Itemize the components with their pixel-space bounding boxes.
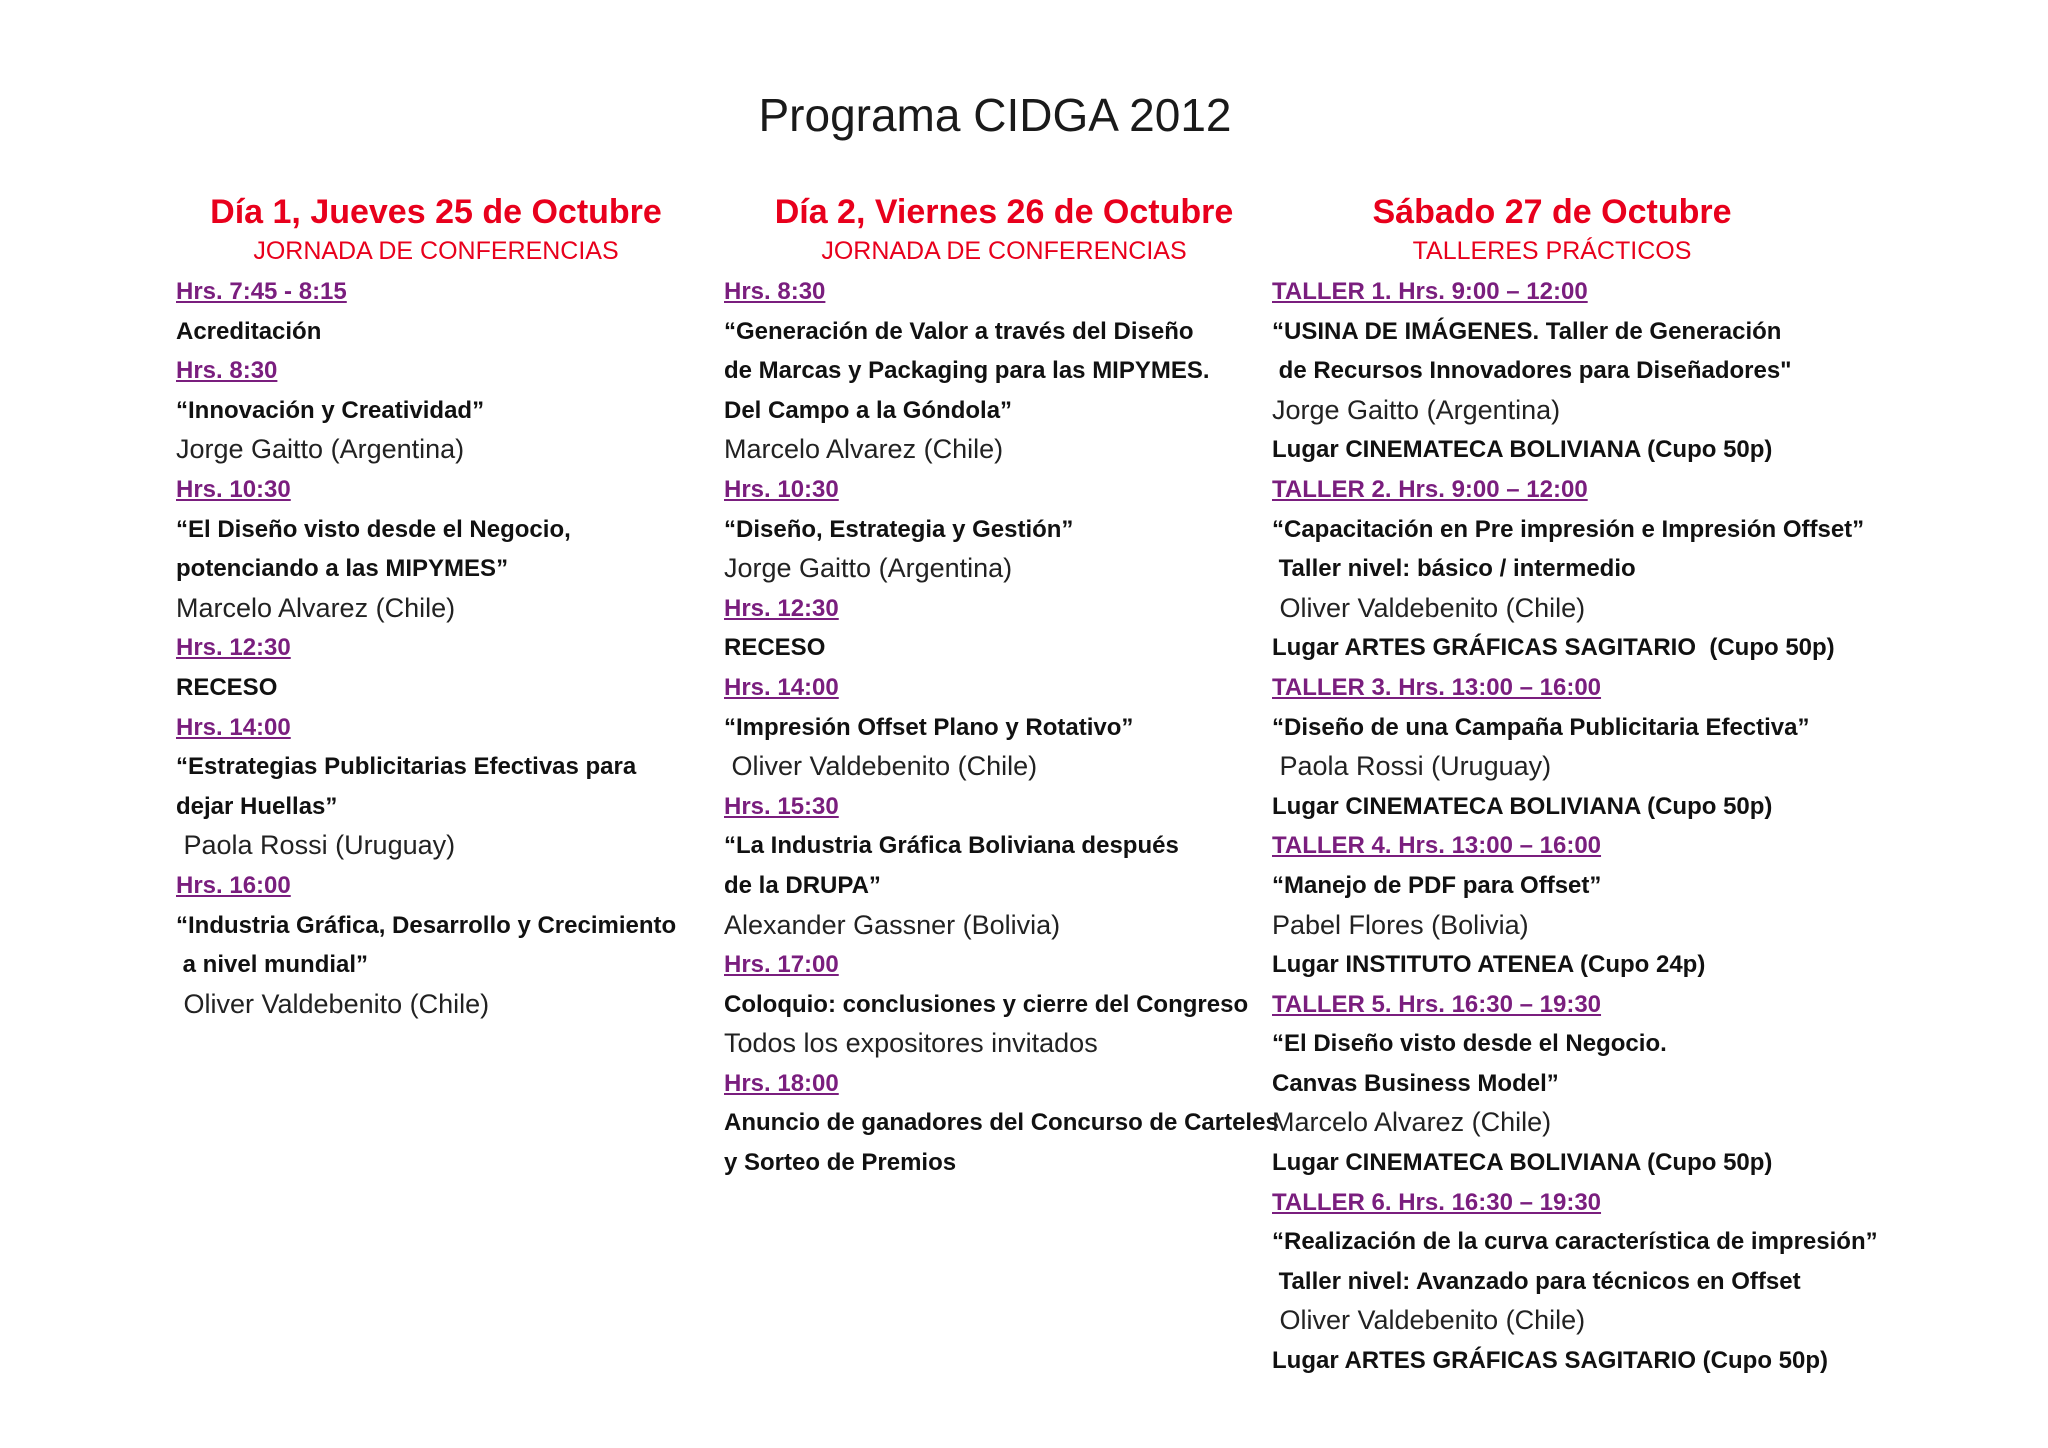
- speaker-line: Marcelo Alvarez (Chile): [176, 592, 456, 623]
- schedule-time-link[interactable]: Hrs. 10:30: [176, 475, 291, 503]
- schedule-time-link[interactable]: Hrs. 8:30: [176, 357, 278, 385]
- event-title-line: “Capacitación en Pre impresión e Impresión Offset”: [1272, 515, 1865, 543]
- event-title-line: y Sorteo de Premios: [724, 1149, 957, 1177]
- day-1-column: [176, 190, 696, 1024]
- event-title-line: RECESO: [176, 673, 278, 701]
- event-title-line: Lugar CINEMATECA BOLIVIANA (Cupo 50p): [1272, 792, 1773, 820]
- event-title-line: “Innovación y Creatividad”: [176, 396, 485, 424]
- event-title-line: de la DRUPA”: [724, 871, 881, 899]
- speaker-line: Oliver Valdebenito (Chile): [176, 988, 490, 1019]
- speaker-line: Marcelo Alvarez (Chile): [1272, 1107, 1552, 1138]
- event-title-line: Coloquio: conclusiones y cierre del Congreso: [724, 990, 1249, 1018]
- day-3-header: [1272, 190, 1832, 268]
- event-title-line: “Realización de la curva característica de impresión”: [1272, 1228, 1878, 1256]
- day-1-schedule: [176, 272, 696, 1024]
- schedule-time-link[interactable]: Hrs. 10:30: [724, 475, 839, 503]
- day-1-header: [166, 190, 706, 268]
- speaker-line: Oliver Valdebenito (Chile): [1272, 592, 1586, 623]
- day-2-title: Día 2, Viernes 26 de Octubre: [774, 193, 1234, 231]
- schedule-time-link[interactable]: TALLER 1. Hrs. 9:00 – 12:00: [1272, 278, 1588, 305]
- event-title-line: potenciando a las MIPYMES”: [176, 555, 509, 583]
- event-title-line: “Generación de Valor a través del Diseño: [724, 317, 1194, 345]
- event-title-line: Acreditación: [176, 317, 322, 345]
- event-title-line: “El Diseño visto desde el Negocio.: [1272, 1030, 1667, 1058]
- event-title-line: dejar Huellas”: [176, 792, 338, 820]
- event-title-line: “Industria Gráfica, Desarrollo y Crecimiento: [176, 911, 677, 939]
- day-2-subtitle: JORNADA DE CONFERENCIAS: [821, 237, 1187, 265]
- schedule-time-link[interactable]: Hrs. 7:45 - 8:15: [176, 278, 347, 305]
- speaker-line: Alexander Gassner (Bolivia): [724, 909, 1061, 940]
- event-title-line: “USINA DE IMÁGENES. Taller de Generación: [1272, 317, 1782, 345]
- event-title-line: Taller nivel: Avanzado para técnicos en Offset: [1272, 1267, 1801, 1295]
- schedule-time-link[interactable]: Hrs. 14:00: [176, 713, 291, 741]
- speaker-line: Jorge Gaitto (Argentina): [724, 553, 1013, 584]
- event-title-line: a nivel mundial”: [176, 951, 369, 979]
- event-title-line: “Diseño, Estrategia y Gestión”: [724, 515, 1074, 543]
- speaker-line: Jorge Gaitto (Argentina): [176, 434, 465, 465]
- speaker-line: Pabel Flores (Bolivia): [1272, 909, 1529, 940]
- day-2-column: [724, 190, 1279, 1183]
- event-title-line: “El Diseño visto desde el Negocio,: [176, 515, 571, 543]
- schedule-time-link[interactable]: Hrs. 12:30: [176, 634, 291, 662]
- schedule-time-link[interactable]: TALLER 4. Hrs. 13:00 – 16:00: [1272, 832, 1602, 860]
- schedule-time-link[interactable]: Hrs. 17:00: [724, 951, 839, 979]
- event-title-line: Lugar ARTES GRÁFICAS SAGITARIO (Cupo 50p): [1272, 634, 1835, 662]
- schedule-time-link[interactable]: TALLER 5. Hrs. 16:30 – 19:30: [1272, 990, 1602, 1018]
- event-title-line: “Diseño de una Campaña Publicitaria Efectiva”: [1272, 713, 1810, 741]
- day-3-column: [1272, 190, 1878, 1381]
- speaker-line: Marcelo Alvarez (Chile): [724, 434, 1004, 465]
- schedule-time-link[interactable]: Hrs. 16:00: [176, 871, 291, 899]
- schedule-time-link[interactable]: Hrs. 15:30: [724, 792, 839, 820]
- day-1-title: Día 1, Jueves 25 de Octubre: [210, 193, 662, 231]
- schedule-time-link[interactable]: TALLER 2. Hrs. 9:00 – 12:00: [1272, 475, 1588, 503]
- event-title-line: Lugar CINEMATECA BOLIVIANA (Cupo 50p): [1272, 1149, 1773, 1177]
- event-title-line: “Estrategias Publicitarias Efectivas para: [176, 753, 637, 781]
- schedule-time-link[interactable]: Hrs. 8:30: [724, 278, 826, 305]
- speaker-line: Paola Rossi (Uruguay): [176, 830, 456, 861]
- speaker-line: Oliver Valdebenito (Chile): [1272, 1305, 1586, 1336]
- event-title-line: Taller nivel: básico / intermedio: [1272, 555, 1636, 583]
- event-title-line: de Recursos Innovadores para Diseñadores": [1272, 357, 1792, 385]
- event-title-line: de Marcas y Packaging para las MIPYMES.: [724, 357, 1210, 385]
- schedule-time-link[interactable]: Hrs. 14:00: [724, 673, 839, 701]
- event-title-line: Lugar CINEMATECA BOLIVIANA (Cupo 50p): [1272, 436, 1773, 464]
- day-3-title: Sábado 27 de Octubre: [1372, 193, 1732, 231]
- event-title-line: “Impresión Offset Plano y Rotativo”: [724, 713, 1134, 741]
- event-title-line: “Manejo de PDF para Offset”: [1272, 871, 1602, 899]
- schedule-time-link[interactable]: Hrs. 18:00: [724, 1069, 839, 1097]
- speaker-line: Oliver Valdebenito (Chile): [724, 751, 1038, 782]
- event-title-line: Lugar ARTES GRÁFICAS SAGITARIO (Cupo 50p): [1272, 1347, 1828, 1375]
- page-title: Programa CIDGA 2012: [758, 89, 1232, 141]
- day-1-subtitle: JORNADA DE CONFERENCIAS: [253, 237, 619, 265]
- day-3-subtitle: TALLERES PRÁCTICOS: [1412, 237, 1692, 265]
- speaker-line: Todos los expositores invitados: [724, 1028, 1098, 1059]
- schedule-time-link[interactable]: TALLER 3. Hrs. 13:00 – 16:00: [1272, 673, 1602, 701]
- schedule-time-link[interactable]: Hrs. 12:30: [724, 594, 839, 622]
- speaker-line: Paola Rossi (Uruguay): [1272, 751, 1552, 782]
- speaker-line: Jorge Gaitto (Argentina): [1272, 394, 1561, 425]
- day-2-header: [724, 190, 1284, 268]
- event-title-line: Lugar INSTITUTO ATENEA (Cupo 24p): [1272, 951, 1706, 979]
- day-2-schedule: [724, 272, 1279, 1183]
- event-title-line: Del Campo a la Góndola”: [724, 396, 1013, 424]
- day-3-schedule: [1272, 272, 1878, 1381]
- event-title-line: Anuncio de ganadores del Concurso de Carteles: [724, 1109, 1279, 1137]
- event-title-line: RECESO: [724, 634, 826, 662]
- event-title-line: Canvas Business Model”: [1272, 1069, 1559, 1097]
- event-title-line: “La Industria Gráfica Boliviana después: [724, 832, 1179, 860]
- schedule-time-link[interactable]: TALLER 6. Hrs. 16:30 – 19:30: [1272, 1188, 1602, 1216]
